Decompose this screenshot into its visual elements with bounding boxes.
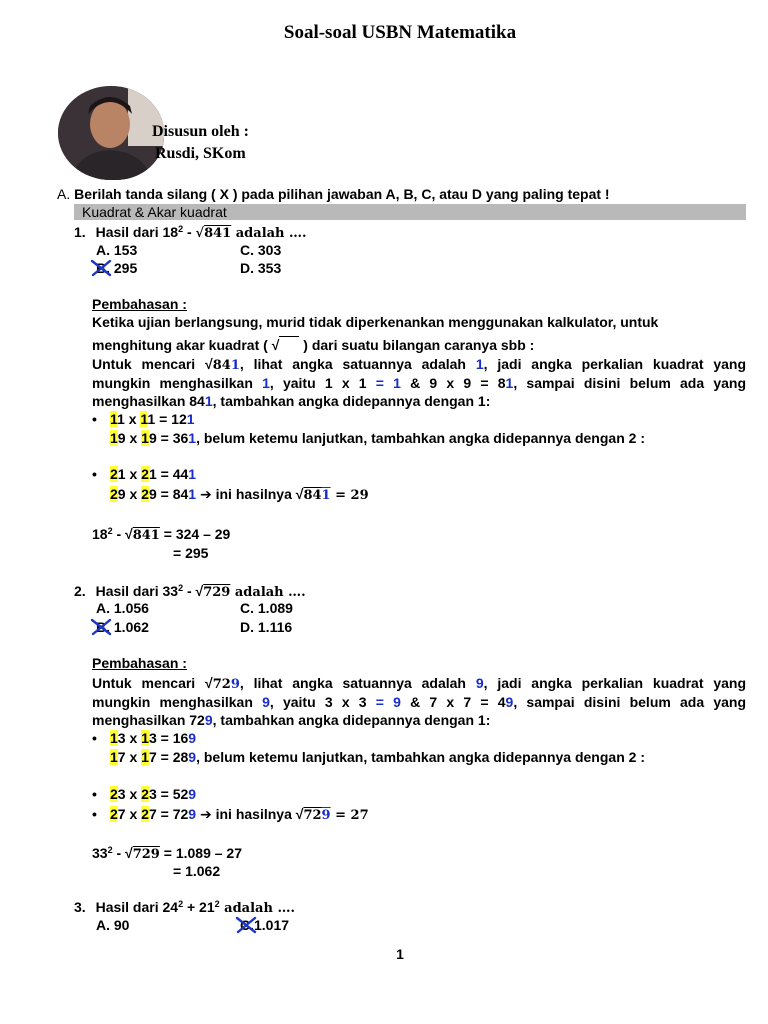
q1-p5-b: 1: [204, 393, 213, 409]
t: , belum ketemu lanjutkan, tambahkan angka didepannya dengan 2 :: [196, 430, 645, 446]
t: x: [125, 430, 142, 446]
t: x: [125, 806, 142, 822]
t: menghasilkan 72: [92, 712, 205, 728]
hl: 1: [110, 430, 118, 446]
t: x: [125, 786, 142, 802]
d: 9: [321, 808, 331, 823]
q1-p4-e: & 9 x 9 = 8: [400, 375, 506, 391]
t: = 324 – 29: [159, 526, 231, 542]
hl: 2: [141, 806, 149, 822]
q1-p3-b: , lihat angka satuannya adalah: [239, 356, 476, 372]
author-label: Disusun oleh :: [152, 123, 249, 140]
q3-option-a[interactable]: [96, 917, 129, 933]
d: 1: [148, 466, 157, 482]
q1-bullet-2: [92, 466, 197, 482]
hl: 2: [110, 486, 118, 502]
q1-b1-line1: [110, 411, 195, 427]
d: 7: [117, 806, 126, 822]
q2-option-a[interactable]: [96, 600, 149, 616]
q1-text: Hasil dari 18: [95, 224, 179, 240]
d: 9: [188, 749, 197, 765]
hl: 1: [141, 730, 149, 746]
d: 1: [188, 466, 197, 482]
q1-option-a-value: 153: [113, 242, 138, 258]
q2-b1-line1: [110, 730, 196, 746]
t: Untuk mencari √: [92, 675, 213, 691]
q1-b2-line1: [110, 466, 196, 482]
q2-option-c-value: 1.089: [257, 600, 293, 616]
t: , sampai disini belum ada yang: [513, 694, 747, 710]
q1-p5-c: , tambahkan angka didepannya dengan 1:: [212, 393, 491, 409]
q2-pembahasan-heading: Pembahasan :: [92, 655, 187, 671]
q1-root-sign: √: [195, 226, 205, 241]
q1-p4-b: 1: [262, 375, 270, 391]
t: , jadi angka perkalian kuadrat yang: [483, 675, 747, 691]
q1-root-bar: [279, 336, 299, 353]
q1-paragraph-2: [92, 336, 534, 353]
q1-number: 1.: [74, 224, 86, 240]
t: - √: [112, 845, 133, 861]
author-photo: [58, 86, 164, 180]
q2-option-a-label: A.: [96, 600, 110, 616]
bullet-icon: •: [92, 730, 97, 746]
q3-number: 3.: [74, 899, 86, 915]
instruction-label: A.: [57, 186, 71, 202]
d: 9: [188, 730, 197, 746]
instruction-text: Berilah tanda silang ( X ) pada pilihan jawaban A, B, C, atau D yang paling tepat !: [74, 186, 610, 202]
q1-pembahasan-heading: Pembahasan :: [92, 296, 187, 312]
q1-p3-root: 84: [212, 358, 231, 373]
t: 9: [505, 694, 514, 710]
q1-paragraph-1: Ketika ujian berlangsung, murid tidak diperkenankan menggunakan kalkulator, untuk: [92, 314, 659, 330]
q1-p3-d: , jadi angka perkalian kuadrat yang: [483, 356, 747, 372]
q1-root: 841: [204, 226, 232, 241]
t: = 9: [375, 694, 401, 710]
q1-b1-line2: [110, 430, 645, 446]
d: 1: [188, 430, 197, 446]
d: 9: [117, 486, 126, 502]
q1-option-b-label: B.: [96, 260, 110, 276]
bullet-icon: •: [92, 786, 97, 802]
q1-calc-line1: [92, 526, 230, 543]
q2-bullet-1: [92, 730, 197, 746]
q2-bullet-3: [92, 806, 369, 823]
q2-paragraph-2: [92, 694, 746, 710]
t: 729: [132, 847, 160, 862]
q2-calc-line1: [92, 845, 242, 862]
q1-p4-a: mungkin menghasilkan: [92, 375, 263, 391]
bullet-icon: •: [92, 411, 97, 427]
q2-b3-line: [110, 806, 369, 823]
hl: 2: [110, 806, 118, 822]
hl: 2: [110, 466, 118, 482]
q1-option-a-label: A.: [96, 242, 110, 258]
q2-number: 2.: [74, 583, 86, 599]
q1-option-d[interactable]: [240, 260, 281, 276]
d: 1: [147, 411, 156, 427]
author-name: Rusdi, SKom: [155, 145, 246, 162]
d: 9: [117, 430, 126, 446]
d: 9: [148, 486, 157, 502]
q2-b2-line: [110, 786, 196, 802]
hl: 1: [110, 749, 118, 765]
d: 72: [303, 808, 322, 823]
t: 9: [230, 677, 240, 692]
t: = 28: [156, 749, 189, 765]
q1-b2-line2: [110, 486, 369, 503]
q2-option-d-value: 1.116: [257, 619, 293, 635]
t: = 44: [156, 466, 189, 482]
t: = 12: [155, 411, 187, 427]
q3-option-c-value: 1.017: [254, 917, 290, 933]
q1-p4-d: = 1: [375, 375, 401, 391]
t: mungkin menghasilkan: [92, 694, 263, 710]
d: 7: [148, 806, 157, 822]
q1-option-c-value: 303: [257, 242, 282, 258]
q2-option-a-value: 1.056: [113, 600, 149, 616]
t: , lihat angka satuannya adalah: [239, 675, 476, 691]
q2-option-b-label: B.: [96, 619, 110, 635]
q1-option-c-label: C.: [240, 242, 254, 258]
t: x: [124, 411, 141, 427]
d: 3: [117, 786, 126, 802]
t: 2: [107, 845, 113, 855]
author-portrait-icon: [58, 86, 164, 180]
q2-option-b-value: 1.062: [113, 619, 149, 635]
q1-paragraph-5: [92, 393, 490, 409]
t: = 27: [330, 808, 369, 823]
d: 1: [321, 488, 331, 503]
d: 7: [117, 749, 126, 765]
q2-option-c[interactable]: [240, 600, 293, 616]
q1-calc-line2: = 295: [173, 545, 209, 561]
t: 9: [475, 675, 484, 691]
q2-option-d[interactable]: [240, 619, 292, 635]
hl: 2: [141, 466, 149, 482]
q1-p3-a: Untuk mencari √: [92, 356, 213, 372]
q2-root: 729: [203, 585, 231, 600]
q2-paragraph-3: [92, 712, 490, 728]
hl: 1: [110, 730, 118, 746]
q1-option-b-value: 295: [113, 260, 138, 276]
t: ➔ ini hasilnya √: [196, 486, 304, 502]
t: = 72: [156, 806, 189, 822]
t: 9: [262, 694, 270, 710]
d: 1: [186, 411, 195, 427]
t: = 1.089 – 27: [159, 845, 242, 861]
d: 9: [188, 806, 197, 822]
q2-b1-line2: [110, 749, 645, 765]
q1-bullet-1: [92, 411, 195, 427]
d: 1: [117, 411, 125, 427]
q1-option-c[interactable]: [240, 242, 281, 258]
q2-exp: 2: [178, 583, 184, 593]
question-3: [74, 899, 295, 916]
hl: 1: [110, 411, 118, 427]
t: = 16: [156, 730, 189, 746]
t: & 7 x 7 = 4: [400, 694, 506, 710]
q1-p3-root-last: 1: [230, 358, 240, 373]
t: x: [125, 486, 142, 502]
t: x: [125, 730, 142, 746]
q3-answer-cross-icon: [235, 916, 257, 934]
hl: 2: [141, 486, 149, 502]
q3-text: Hasil dari 24: [95, 899, 179, 915]
q2-minus: - √: [183, 583, 204, 599]
q1-exp: 2: [178, 224, 184, 234]
instruction: [57, 186, 610, 202]
q3-exp2: 2: [214, 899, 220, 909]
section-title: Kuadrat & Akar kuadrat: [74, 204, 746, 220]
t: = 36: [156, 430, 189, 446]
bullet-icon: •: [92, 806, 97, 822]
d: 84: [303, 488, 322, 503]
q3-mid: + 21: [183, 899, 215, 915]
d: 9: [188, 786, 197, 802]
q1-p4-c: , yaitu 1 x 1: [269, 375, 376, 391]
q2-calc-line2: = 1.062: [173, 863, 221, 879]
q1-answer-cross-icon: [90, 259, 112, 277]
q3-exp1: 2: [178, 899, 184, 909]
page-title: Soal-soal USBN Matematika: [283, 22, 517, 43]
q1-p2-end: ) dari suatu bilangan caranya sbb :: [299, 337, 535, 353]
q1-minus: -: [183, 224, 196, 240]
q2-option-c-label: C.: [240, 600, 254, 616]
t: 9: [204, 712, 213, 728]
q1-p5-a: menghasilkan 84: [92, 393, 205, 409]
t: ➔ ini hasilnya √: [196, 806, 304, 822]
question-1: [74, 224, 307, 241]
t: = 84: [156, 486, 189, 502]
q3-option-a-label: A.: [96, 917, 110, 933]
hl: 1: [141, 749, 149, 765]
q2-text: Hasil dari 33: [95, 583, 179, 599]
q1-tail: adalah ….: [231, 226, 307, 241]
t: , tambahkan angka didepannya dengan 1:: [212, 712, 491, 728]
t: , belum ketemu lanjutkan, tambahkan angka didepannya dengan 2 :: [196, 749, 645, 765]
d: 9: [148, 430, 157, 446]
q2-paragraph-1: [92, 675, 746, 692]
q3-option-a-value: 90: [113, 917, 130, 933]
t: 18: [92, 526, 108, 542]
t: x: [125, 749, 142, 765]
q3-tail: adalah ….: [219, 901, 295, 916]
d: 3: [148, 786, 157, 802]
t: - √: [112, 526, 133, 542]
page-number: 1: [396, 946, 404, 962]
d: 1: [117, 466, 126, 482]
d: 3: [148, 730, 157, 746]
q1-p3-c: 1: [475, 356, 484, 372]
t: = 52: [156, 786, 189, 802]
hl: 2: [110, 786, 118, 802]
bullet-icon: •: [92, 466, 97, 482]
hl: 1: [141, 430, 149, 446]
t: 33: [92, 845, 108, 861]
t: 72: [212, 677, 231, 692]
t: 2: [107, 526, 113, 536]
q2-bullet-2: [92, 786, 197, 802]
t: = 29: [330, 488, 369, 503]
q1-p4-g: , sampai disini belum ada yang: [513, 375, 747, 391]
q2-answer-cross-icon: [90, 618, 112, 636]
q1-paragraph-4: [92, 375, 746, 391]
q1-paragraph-3: [92, 356, 746, 373]
question-2: [74, 583, 306, 600]
q1-option-a[interactable]: [96, 242, 137, 258]
d: 1: [188, 486, 197, 502]
q1-p4-f: 1: [505, 375, 514, 391]
q2-tail: adalah ….: [230, 585, 306, 600]
hl: 1: [140, 411, 148, 427]
q2-option-d-label: D.: [240, 619, 254, 635]
q3-option-c-label: C.: [240, 917, 254, 933]
t: , yaitu 3 x 3: [269, 694, 376, 710]
q1-p2-start: menghitung akar kuadrat ( √: [92, 337, 280, 353]
d: 3: [117, 730, 126, 746]
d: 7: [148, 749, 157, 765]
t: 841: [132, 528, 160, 543]
q1-option-d-value: 353: [257, 260, 282, 276]
hl: 2: [141, 786, 149, 802]
t: x: [125, 466, 142, 482]
q1-option-d-label: D.: [240, 260, 254, 276]
